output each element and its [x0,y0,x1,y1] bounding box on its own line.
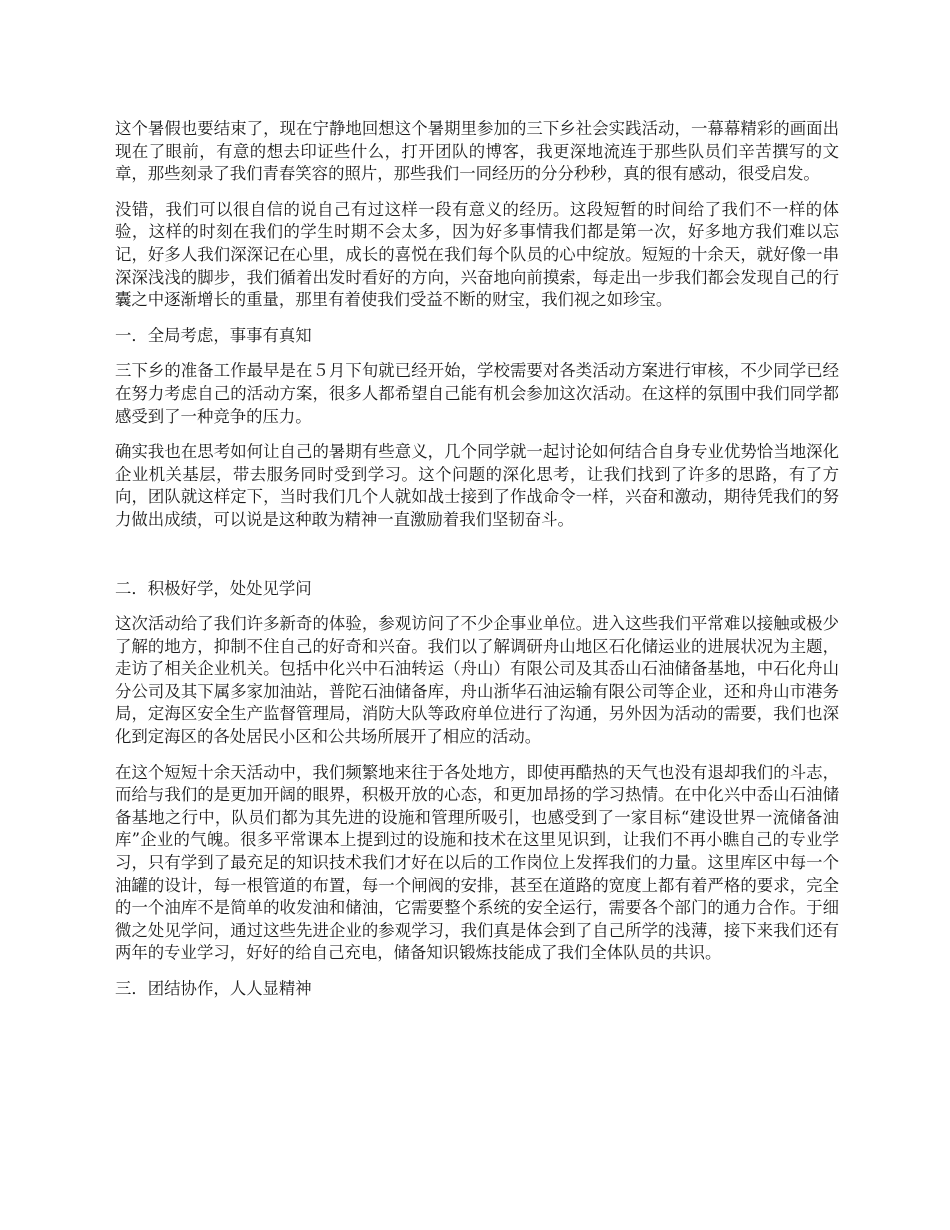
paragraph-intro: 这个暑假也要结束了，现在宁静地回想这个暑期里参加的三下乡社会实践活动，一幕幕精彩的画面出现在了眼前，有意的想去印证些什么，打开团队的博客，我更深地流连于那些队员们辛苦撰写的文章，那些刻录了我们青春笑容的照片，那些我们一同经历的分分秒秒，真的很有感动，很受启发。 [115,119,839,184]
paragraph-learning: 在这个短短十余天活动中，我们频繁地来往于各处地方，即使再酷热的天气也没有退却我们的斗志，而给与我们的是更加开阔的眼界，积极开放的心态，和更加昂扬的学习热情。在中化兴中岙山石油储备基地之行中，队员们都为其先进的设施和管理所吸引，也感受到了一家目标“建设世界一流储备油库”企业的气魄。很多平常课本上提到过的设施和技术在这里见识到，让我们不再小瞧自己的专业学习，只有学到了最充足的知识技术我们才好在以后的工作岗位上发挥我们的力量。这里库区中每一个油罐的设计，每一根管道的布置，每一个闸阀的安排，甚至在道路的宽度上都有着严格的要求，完全的一个油库不是简单的收发油和储油，它需要整个系统的安全运行，需要各个部门的通力合作。于细微之处见学问，通过这些先进企业的参观学习，我们真是体会到了自己所学的浅薄，接下来我们还有两年的专业学习，好好的给自己充电，储备知识锻炼技能成了我们全体队员的共识。 [115,762,839,963]
paragraph-thinking: 确实我也在思考如何让自己的暑期有些意义，几个同学就一起讨论如何结合自身专业优势恰当地深化企业机关基层，带去服务同时受到学习。这个问题的深化思考，让我们找到了许多的思路，有了方向，团队就这样定下，当时我们几个人就如战士接到了作战命令一样，兴奋和激动，期待凭我们的努力做出成绩，可以说是这种敢为精神一直激励着我们坚韧奋斗。 [115,442,839,529]
section-heading-1: 一．全局考虑，事事有真知 [115,325,312,345]
paragraph-experience: 没错，我们可以很自信的说自己有过这样一段有意义的经历。这段短暂的时间给了我们不一样的体验，这样的时刻在我们的学生时期不会太多，因为好多事情我们都是第一次，好多地方我们难以忘记，好多人我们深深记在心里，成长的喜悦在我们每个队员的心中绽放。短短的十余天，就好像一串深深浅浅的脚步，我们循着出发时看好的方向，兴奋地向前摸索，每走出一步我们都会发现自己的行囊之中逐渐增长的重量，那里有着使我们受益不断的财宝，我们视之如珍宝。 [115,199,839,310]
section-heading-3: 三．团结协作，人人显精神 [115,979,312,998]
paragraph-visits: 这次活动给了我们许多新奇的体验，参观访问了不少企事业单位。进入这些我们平常难以接触或极少了解的地方，抑制不住自己的好奇和兴奋。我们以了解调研舟山地区石化储运业的进展状况为主题，走访了相关企业机关。包括中化兴中石油转运（舟山）有限公司及其岙山石油储备基地，中石化舟山分公司及其下属多家加油站，普陀石油储备库，舟山浙华石油运输有限公司等企业，还和舟山市港务局，定海区安全生产监督管理局，消防大队等政府单位进行了沟通，另外因为活动的需要，我们也深化到定海区的各处居民小区和公共场所展开了相应的活动。 [115,614,839,747]
section-heading-2: 二．积极好学，处处见学问 [115,578,312,598]
paragraph-preparation: 三下乡的准备工作最早是在５月下旬就已经开始，学校需要对各类活动方案进行审核，不少同学已经在努力考虑自己的活动方案，很多人都希望自己能有机会参加这次活动。在这样的氛围中我们同学都感受到了一种竞争的压力。 [115,361,839,426]
section-spacer [115,545,839,578]
document-body [115,118,839,1014]
